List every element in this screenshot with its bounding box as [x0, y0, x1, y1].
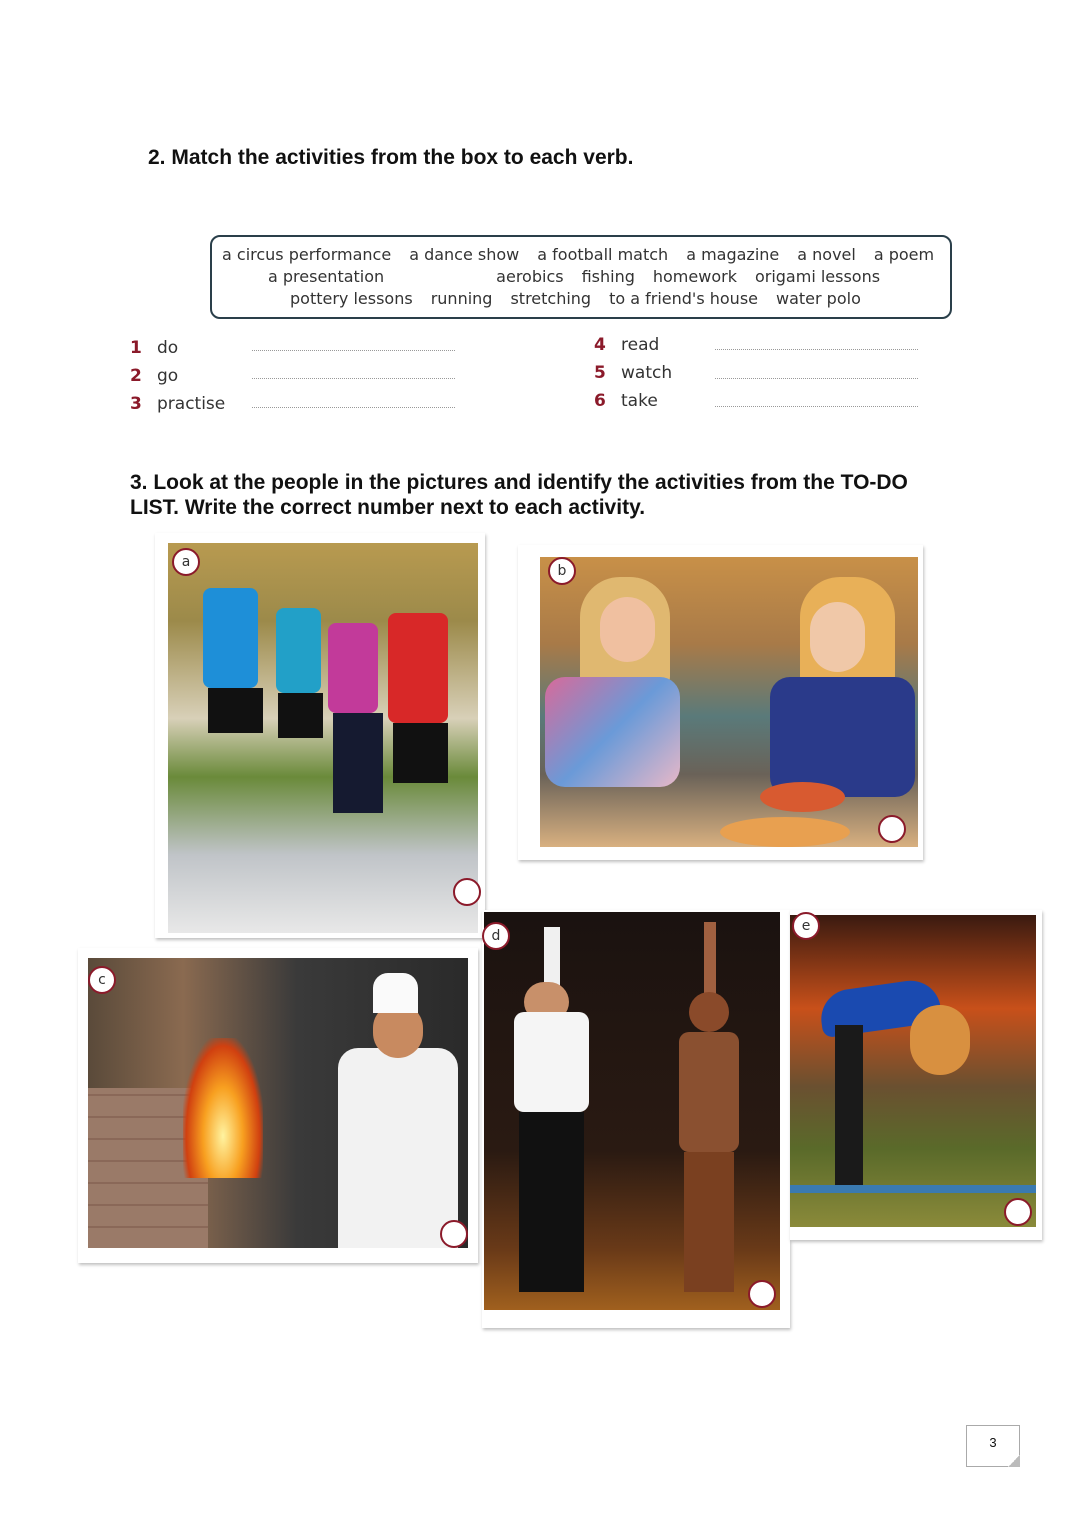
running-image [168, 543, 478, 933]
verb-label: read [621, 335, 660, 355]
word-item: a poem [873, 245, 935, 264]
word-item: stretching [510, 289, 592, 308]
pizza-image [540, 557, 918, 847]
photo-label-d: d [482, 922, 510, 950]
word-item: fishing [581, 267, 635, 286]
verb-label: practise [157, 394, 226, 414]
verb-number: 5 [594, 363, 606, 383]
word-item: a presentation [268, 267, 385, 286]
activities-word-box [210, 235, 952, 319]
word-box-line-3 [290, 289, 879, 308]
exercise-3-title-line-1: 3. Look at the people in the pictures and identify the activities from the TO-DO [130, 471, 908, 494]
verb-item-4 [594, 335, 659, 355]
photo-c-cooking [78, 948, 478, 1263]
answer-blank-2[interactable] [252, 377, 455, 379]
answer-blank-4[interactable] [715, 348, 918, 350]
word-item: a dance show [409, 245, 520, 264]
verb-item-1 [130, 338, 178, 358]
photo-label-b: b [548, 557, 576, 585]
verb-item-5 [594, 363, 672, 383]
verb-number: 4 [594, 335, 606, 355]
exercise-2-title: 2. Match the activities from the box to each verb. [148, 146, 634, 169]
word-box-line-1 [222, 245, 934, 264]
photo-d-dancing [482, 910, 790, 1328]
word-box-line-2 [268, 267, 898, 286]
verb-item-3 [130, 394, 225, 414]
verb-label: take [621, 391, 658, 411]
word-item: homework [652, 267, 737, 286]
verb-item-6 [594, 391, 658, 411]
word-item: aerobics [496, 267, 564, 286]
verb-number: 2 [130, 366, 142, 386]
page-number: 3 [966, 1425, 1020, 1467]
word-item: a magazine [686, 245, 780, 264]
word-item: a football match [537, 245, 669, 264]
answer-circle-d[interactable] [748, 1280, 776, 1308]
answer-blank-6[interactable] [715, 405, 918, 407]
word-item: origami lessons [754, 267, 881, 286]
exercise-3-title-line-2: LIST. Write the correct number next to each activity. [130, 496, 646, 519]
answer-circle-e[interactable] [1004, 1198, 1032, 1226]
verb-number: 6 [594, 391, 606, 411]
word-item: a circus performance [222, 245, 392, 264]
dancing-image [484, 912, 780, 1310]
answer-blank-5[interactable] [715, 377, 918, 379]
word-item: pottery lessons [290, 289, 413, 308]
answer-circle-c[interactable] [440, 1220, 468, 1248]
photo-label-a: a [172, 548, 200, 576]
photo-e-stretching [790, 910, 1042, 1240]
verb-label: watch [621, 363, 673, 383]
word-item: water polo [776, 289, 861, 308]
answer-blank-1[interactable] [252, 349, 455, 351]
answer-blank-3[interactable] [252, 406, 455, 408]
answer-circle-b[interactable] [878, 815, 906, 843]
verb-label: go [157, 366, 179, 386]
exercise-3-title [130, 470, 908, 520]
cooking-image [88, 958, 468, 1248]
verb-label: do [157, 338, 179, 358]
photo-a-running [155, 533, 485, 938]
word-item: a novel [797, 245, 856, 264]
photo-b-eating-pizza [518, 545, 923, 860]
verb-number: 1 [130, 338, 142, 358]
answer-circle-a[interactable] [453, 878, 481, 906]
verb-number: 3 [130, 394, 142, 414]
photo-label-e: e [792, 912, 820, 940]
verb-item-2 [130, 366, 178, 386]
stretching-image [790, 915, 1036, 1227]
photo-label-c: c [88, 966, 116, 994]
word-item: running [430, 289, 493, 308]
word-item: to a friend's house [609, 289, 758, 308]
